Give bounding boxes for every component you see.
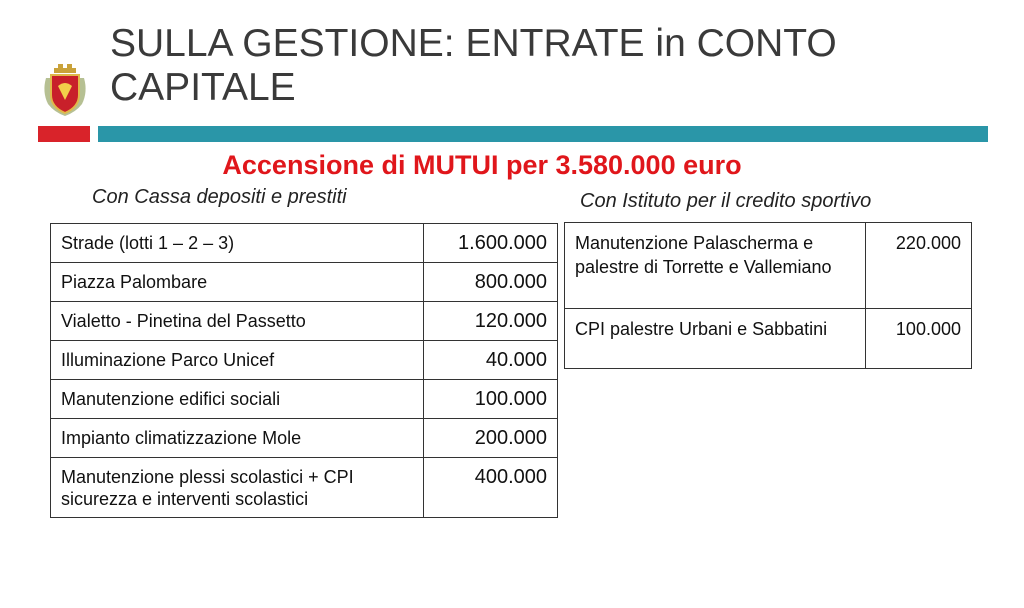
headline-text: Accensione di MUTUI per 3.580.000 euro: [222, 150, 742, 180]
accent-bar-teal: [98, 126, 988, 142]
table-row: [51, 341, 558, 380]
table-row: [51, 458, 558, 518]
row-value: 40.000: [424, 341, 558, 380]
row-desc: Manutenzione Palascherma e palestre di Torrette e Vallemiano: [565, 223, 866, 309]
row-desc: Strade (lotti 1 – 2 – 3): [51, 224, 424, 263]
row-desc: Vialetto - Pinetina del Passetto: [51, 302, 424, 341]
coat-of-arms-logo: [40, 62, 90, 118]
headline: [0, 148, 1024, 182]
table-row: [51, 302, 558, 341]
row-desc: CPI palestre Urbani e Sabbatini: [565, 309, 866, 369]
table-row: [51, 380, 558, 419]
row-value: 1.600.000: [424, 224, 558, 263]
table-row: [51, 263, 558, 302]
row-value: 200.000: [424, 419, 558, 458]
row-desc: Manutenzione plessi scolastici + CPI sicurezza e interventi scolastici: [51, 458, 424, 518]
accent-bar-red: [38, 126, 90, 142]
loans-table-credito-sportivo: [564, 222, 972, 369]
left-caption: Con Cassa depositi e prestiti: [92, 186, 347, 208]
right-caption: Con Istituto per il credito sportivo: [580, 190, 872, 212]
row-desc: Manutenzione edifici sociali: [51, 380, 424, 419]
row-desc: Piazza Palombare: [51, 263, 424, 302]
row-value: 400.000: [424, 458, 558, 518]
table-row: [51, 419, 558, 458]
loans-table-cassa: [50, 223, 558, 518]
row-desc: Impianto climatizzazione Mole: [51, 419, 424, 458]
table-row: [565, 309, 972, 369]
row-value: 800.000: [424, 263, 558, 302]
row-value: 100.000: [424, 380, 558, 419]
title-line-1: SULLA GESTIONE: ENTRATE in CONTO: [110, 22, 837, 65]
title-line-2: CAPITALE: [110, 66, 296, 109]
table-row: [51, 224, 558, 263]
row-value: 220.000: [866, 223, 972, 309]
table-row: [565, 223, 972, 309]
row-value: 100.000: [866, 309, 972, 369]
page-title: [110, 22, 990, 110]
row-desc: Illuminazione Parco Unicef: [51, 341, 424, 380]
row-value: 120.000: [424, 302, 558, 341]
